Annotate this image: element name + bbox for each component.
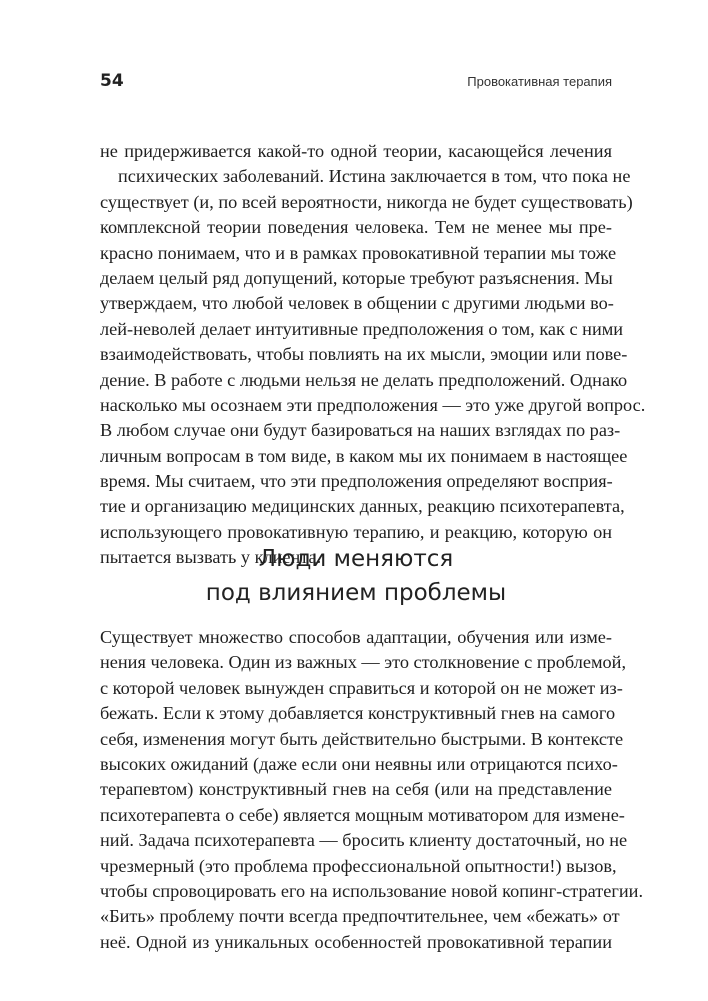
paragraph-line: время. Мы считаем, что эти предположения определяют восприя- <box>100 471 613 492</box>
section-heading-line-2: под влиянием проблемы <box>205 580 507 606</box>
page-number: 54 <box>100 71 124 91</box>
paragraph-line: ний. Задача психотерапевта — бросить клиенту достаточный, но не <box>100 830 628 851</box>
paragraph-line: высоких ожиданий (даже если они неявны или отрицаются психо- <box>100 753 618 774</box>
paragraph-line: неё. Одной из уникальных особенностей провокативной терапии <box>100 931 612 952</box>
paragraph-line: себя, изменения могут быть действительно быстрыми. В контексте <box>100 728 624 749</box>
running-head <box>100 70 612 92</box>
paragraph-1 <box>100 139 646 571</box>
paragraph-line: Существует множество способов адаптации, обучения или изме- <box>100 627 612 647</box>
paragraph-line: комплексной теории поведения человека. Тем не менее мы пре- <box>100 217 612 238</box>
running-title: Провокативная терапия <box>467 74 612 89</box>
paragraph-line: личным вопросам в том виде, в каком мы их понимаем в настоящее <box>100 445 628 466</box>
section-heading <box>100 542 612 610</box>
paragraph-line: насколько мы осознаем эти предположения — это уже другой вопрос. <box>100 394 646 415</box>
paragraph-line: лей-неволей делает интуитивные предположения о том, как с ними <box>100 318 624 339</box>
paragraph-line: чрезмерный (это проблема профессиональной опытности!) вызов, <box>100 855 617 876</box>
paragraph-line: делаем целый ряд допущений, которые требуют разъяснения. Мы <box>100 267 613 288</box>
paragraph-line: «Бить» проблему почти всегда предпочтительнее, чем «бежать» от <box>100 906 620 927</box>
paragraph-line: взаимодействовать, чтобы повлиять на их мысли, эмоции или пове- <box>100 344 628 365</box>
paragraph-line: с которой человек вынужден справиться и которой он не может из- <box>100 677 623 698</box>
paragraph-line: психических заболеваний. Истина заключается в том, что пока не <box>118 166 631 187</box>
paragraph-line: тие и организацию медицинских данных, реакцию психотерапевта, <box>100 496 625 517</box>
paragraph-line: терапевтом) конструктивный гнев на себя (или на представление <box>100 779 612 800</box>
paragraph-line: красно понимаем, что и в рамках провокативной терапии мы тоже <box>100 242 617 263</box>
section-heading-line-1: Люди меняются <box>258 546 454 572</box>
paragraph-line: пытается вызвать у клиента. <box>100 547 322 568</box>
paragraph-2 <box>100 625 644 955</box>
paragraph-line: дение. В работе с людьми нельзя не делать предположений. Однако <box>100 369 628 390</box>
paragraph-line: психотерапевта о себе) является мощным мотиватором для измене- <box>100 804 625 825</box>
paragraph-line: бежать. Если к этому добавляется конструктивный гнев на самого <box>100 703 616 724</box>
paragraph-line: утверждаем, что любой человек в общении с другими людьми во- <box>100 293 614 314</box>
paragraph-line: существует (и, по всей вероятности, никогда не будет существовать) <box>100 191 633 212</box>
paragraph-line: чтобы спровоцировать его на использование новой копинг-стратегии. <box>100 880 644 901</box>
paragraph-line: В любом случае они будут базироваться на наших взглядах по раз- <box>100 420 621 441</box>
paragraph-line: использующего провокативную терапию, и реакцию, которую он <box>100 521 612 542</box>
paragraph-line: нения человека. Один из важных — это столкновение с проблемой, <box>100 652 627 673</box>
paragraph-line: не придерживается какой-то одной теории, касающейся лечения <box>100 141 612 161</box>
